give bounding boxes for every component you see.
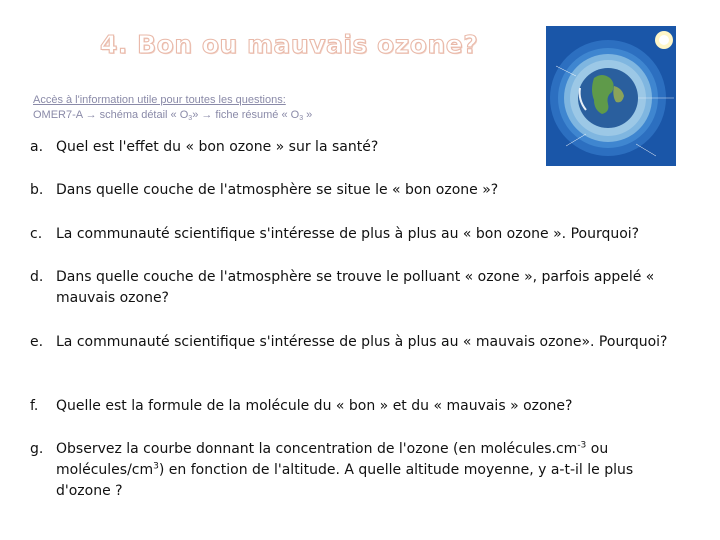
question-letter: b.	[30, 182, 44, 198]
subscript-3: 3	[299, 115, 304, 122]
question-letter: d.	[30, 269, 44, 285]
question-b	[30, 180, 690, 201]
superscript: -3	[577, 440, 587, 451]
question-text: Quelle est la formule de la molécule du « bon » et du « mauvais » ozone?	[56, 398, 573, 414]
question-text: Dans quelle couche de l'atmosphère se situe le « bon ozone »?	[56, 182, 499, 198]
access-note-path	[33, 108, 312, 126]
question-e	[30, 332, 690, 353]
access-note	[33, 93, 312, 126]
access-path-suffix: »	[303, 109, 313, 121]
question-text: La communauté scientifique s'intéresse de plus à plus au « mauvais ozone». Pourquoi?	[56, 334, 668, 350]
access-path-prefix: OMER7-A → schéma détail « O	[33, 109, 189, 121]
question-a	[30, 137, 690, 158]
question-text-part: Observez la courbe donnant la concentration de l'ozone (en molécules.cm	[56, 441, 578, 457]
question-g	[30, 439, 690, 502]
question-letter: a.	[30, 139, 44, 155]
question-letter: e.	[30, 334, 44, 350]
access-note-link[interactable]: Accès à l'information utile pour toutes les questions:	[33, 94, 286, 106]
subscript-3: 3	[188, 115, 193, 122]
question-letter: g.	[30, 441, 44, 457]
question-letter: c.	[30, 226, 43, 242]
question-c	[30, 224, 690, 245]
page-title: 4. Bon ou mauvais ozone?	[100, 30, 479, 59]
question-d	[30, 267, 690, 309]
question-text: La communauté scientifique s'intéresse de plus à plus au « bon ozone ». Pourquoi?	[56, 226, 640, 242]
question-text	[56, 439, 690, 502]
superscript: 3	[153, 461, 159, 472]
question-text-part: ou molécules/cm	[56, 441, 609, 478]
question-text-part: ) en fonction de l'altitude. A quelle altitude moyenne, y a-t-il le plus d'ozone ?	[56, 462, 634, 499]
question-letter: f.	[30, 398, 39, 414]
question-text: Quel est l'effet du « bon ozone » sur la santé?	[56, 139, 379, 155]
question-f	[30, 396, 690, 417]
question-text: Dans quelle couche de l'atmosphère se trouve le polluant « ozone », parfois appelé « mauvais ozone?	[56, 269, 655, 306]
access-path-mid: » → fiche résumé « O	[192, 109, 300, 121]
